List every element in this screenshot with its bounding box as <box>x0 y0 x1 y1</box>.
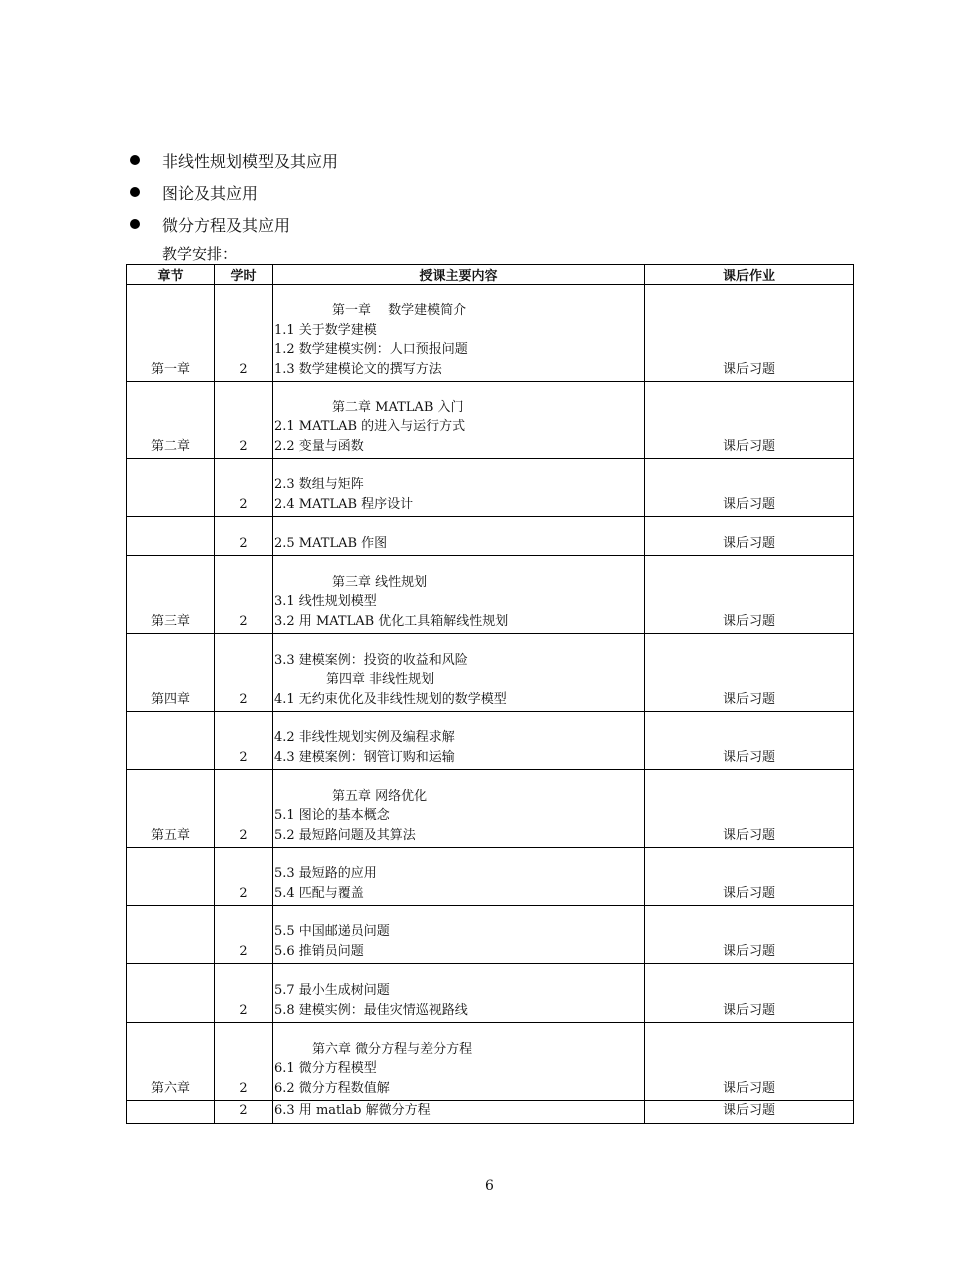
content-cell <box>273 556 645 634</box>
hours-cell: 2 <box>215 556 273 634</box>
bullet-dot-icon <box>130 155 140 165</box>
table-row <box>127 556 854 634</box>
header-hours: 学时 <box>215 265 273 285</box>
content-line: 1.3 数学建模论文的撰写方法 <box>274 361 442 377</box>
hours-cell: 2 <box>215 459 273 517</box>
chapter-cell: 第五章 <box>127 770 215 848</box>
table-header-row <box>127 265 854 285</box>
hours-cell: 2 <box>215 712 273 770</box>
chapter-title: 第五章 网络优化 <box>332 788 428 804</box>
content-line: 1.1 关于数学建模 <box>274 322 377 338</box>
content-line: 5.5 中国邮递员问题 <box>274 924 390 939</box>
hours-cell: 2 <box>215 964 273 1023</box>
hours-cell: 2 <box>215 517 273 556</box>
chapter-title: 第三章 线性规划 <box>332 574 428 590</box>
content-cell <box>273 285 645 382</box>
hours-cell: 2 <box>215 285 273 382</box>
content-line: 3.3 建模案例：投资的收益和风险 <box>274 652 468 668</box>
content-cell <box>273 964 645 1023</box>
content-line: 6.1 微分方程模型 <box>274 1061 377 1076</box>
bullet-dot-icon <box>130 187 140 197</box>
hours-cell: 2 <box>215 1101 273 1124</box>
content-cell <box>273 459 645 517</box>
content-cell <box>273 517 645 556</box>
homework-cell: 课后习题 <box>645 285 854 382</box>
table-row <box>127 1023 854 1101</box>
header-chapter: 章节 <box>127 265 215 285</box>
homework-cell: 课后习题 <box>645 1101 854 1124</box>
bullet-text: 图论及其应用 <box>162 183 259 203</box>
bullet-text: 非线性规划模型及其应用 <box>162 151 339 171</box>
table-row <box>127 906 854 964</box>
table-row <box>127 1101 854 1124</box>
chapter-cell <box>127 1101 215 1124</box>
homework-cell: 课后习题 <box>645 964 854 1023</box>
content-line: 5.6 推销员问题 <box>274 943 364 959</box>
chapter-cell: 第三章 <box>127 556 215 634</box>
content-line: 2.5 MATLAB 作图 <box>274 535 388 551</box>
chapter-cell: 第一章 <box>127 285 215 382</box>
content-line: 2.1 MATLAB 的进入与运行方式 <box>274 419 466 434</box>
content-line: 5.4 匹配与覆盖 <box>274 885 364 901</box>
table-row <box>127 382 854 459</box>
chapter-title: 第二章 MATLAB 入门 <box>332 399 464 415</box>
content-line: 4.1 无约束优化及非线性规划的数学模型 <box>274 691 507 707</box>
content-line: 4.2 非线性规划实例及编程求解 <box>274 730 455 745</box>
hours-cell: 2 <box>215 382 273 459</box>
chapter-cell: 第二章 <box>127 382 215 459</box>
table-row <box>127 459 854 517</box>
bullet-dot-icon <box>130 219 140 229</box>
content-cell <box>273 770 645 848</box>
bullet-list <box>126 144 826 240</box>
homework-cell: 课后习题 <box>645 1023 854 1101</box>
content-line: 5.3 最短路的应用 <box>274 866 377 881</box>
content-line: 1.2 数学建模实例：人口预报问题 <box>274 342 468 357</box>
homework-cell: 课后习题 <box>645 459 854 517</box>
table-row <box>127 848 854 906</box>
content-line: 5.7 最小生成树问题 <box>274 983 390 998</box>
chapter-cell: 第四章 <box>127 634 215 712</box>
table-row <box>127 285 854 382</box>
hours-cell: 2 <box>215 848 273 906</box>
homework-cell: 课后习题 <box>645 517 854 556</box>
table-row <box>127 517 854 556</box>
chapter-title: 第六章 微分方程与差分方程 <box>312 1041 473 1057</box>
hours-cell: 2 <box>215 770 273 848</box>
homework-cell: 课后习题 <box>645 382 854 459</box>
content-line: 5.8 建模实例：最佳灾情巡视路线 <box>274 1002 468 1018</box>
content-line: 3.1 线性规划模型 <box>274 594 377 609</box>
hours-cell: 2 <box>215 906 273 964</box>
chapter-cell <box>127 906 215 964</box>
chapter-cell <box>127 964 215 1023</box>
content-line: 4.3 建模案例：钢管订购和运输 <box>274 749 455 765</box>
page-number: 6 <box>485 1178 494 1194</box>
chapter-title: 第一章 数学建模简介 <box>332 303 467 318</box>
chapter-cell <box>127 848 215 906</box>
bullet-item <box>126 176 826 208</box>
chapter-cell: 第六章 <box>127 1023 215 1101</box>
homework-cell: 课后习题 <box>645 712 854 770</box>
content-cell <box>273 634 645 712</box>
header-homework: 课后作业 <box>645 265 854 285</box>
content-line: 6.2 微分方程数值解 <box>274 1080 390 1096</box>
content-line: 2.4 MATLAB 程序设计 <box>274 496 414 512</box>
chapter-title: 第四章 非线性规划 <box>326 672 435 687</box>
homework-cell: 课后习题 <box>645 770 854 848</box>
content-cell <box>273 712 645 770</box>
table-row <box>127 712 854 770</box>
table-row <box>127 770 854 848</box>
bullet-text: 微分方程及其应用 <box>162 215 291 235</box>
content-line: 2.3 数组与矩阵 <box>274 477 364 492</box>
content-line: 3.2 用 MATLAB 优化工具箱解线性规划 <box>274 613 509 629</box>
content-line: 6.3 用 matlab 解微分方程 <box>274 1103 431 1118</box>
homework-cell: 课后习题 <box>645 556 854 634</box>
content-cell <box>273 906 645 964</box>
content-line: 5.1 图论的基本概念 <box>274 808 390 823</box>
content-cell <box>273 848 645 906</box>
homework-cell: 课后习题 <box>645 634 854 712</box>
content-line: 2.2 变量与函数 <box>274 438 364 454</box>
chapter-cell <box>127 517 215 556</box>
hours-cell: 2 <box>215 634 273 712</box>
bullet-item <box>126 208 826 240</box>
header-content: 授课主要内容 <box>273 265 645 285</box>
content-cell <box>273 1101 645 1124</box>
chapter-cell <box>127 712 215 770</box>
homework-cell: 课后习题 <box>645 906 854 964</box>
table-row <box>127 634 854 712</box>
hours-cell: 2 <box>215 1023 273 1101</box>
schedule-table <box>126 264 854 1124</box>
content-cell <box>273 1023 645 1101</box>
schedule-intro: 教学安排： <box>162 245 238 263</box>
bullet-item <box>126 144 826 176</box>
content-cell <box>273 382 645 459</box>
content-line: 5.2 最短路问题及其算法 <box>274 827 416 843</box>
homework-cell: 课后习题 <box>645 848 854 906</box>
table-row <box>127 964 854 1023</box>
chapter-cell <box>127 459 215 517</box>
